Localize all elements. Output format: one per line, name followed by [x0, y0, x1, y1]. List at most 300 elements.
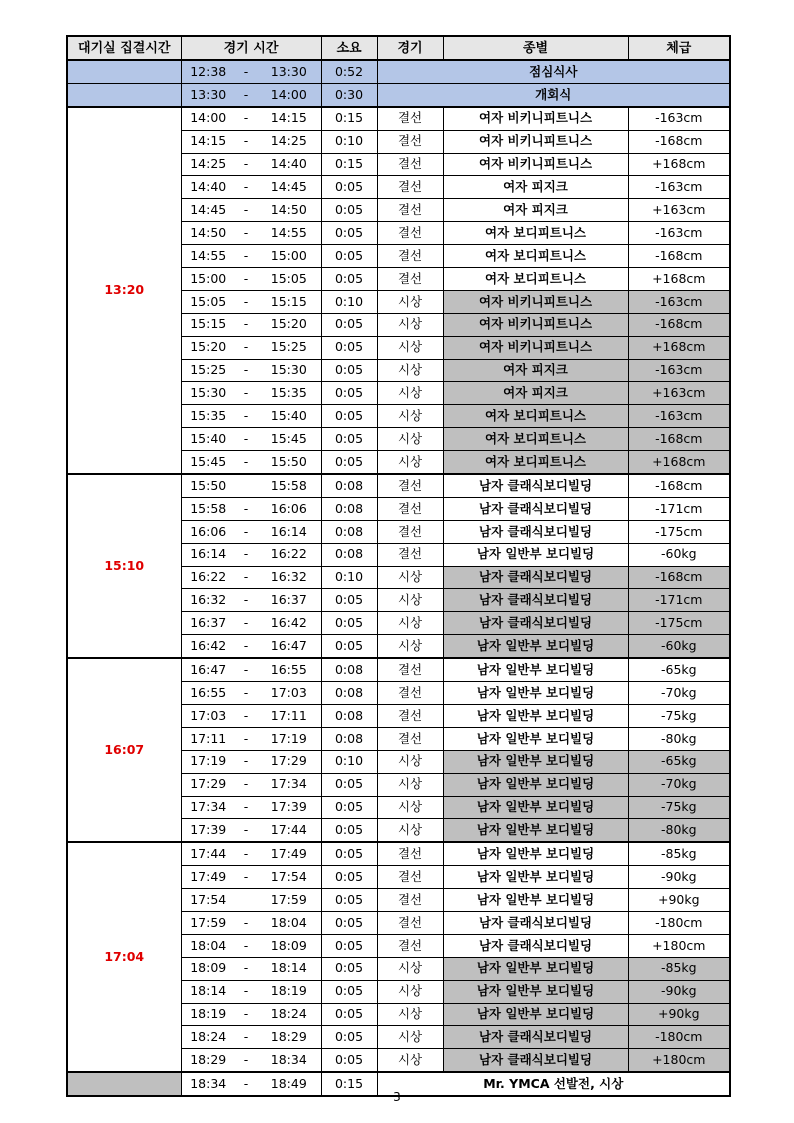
category-cell: 남자 일반부 보디빌딩 — [443, 727, 628, 750]
end-time: 14:15 — [257, 107, 321, 130]
weight-class-cell: +180cm — [628, 934, 730, 957]
start-time: 18:04 — [181, 934, 235, 957]
table-row — [67, 107, 730, 130]
weight-class-cell: -168cm — [628, 474, 730, 497]
round-cell: 결선 — [377, 889, 443, 912]
round-cell: 시상 — [377, 566, 443, 589]
start-time: 14:15 — [181, 130, 235, 153]
category-cell: 남자 일반부 보디빌딩 — [443, 704, 628, 727]
round-cell: 시상 — [377, 336, 443, 359]
end-time: 14:50 — [257, 199, 321, 222]
weight-class-cell: -65kg — [628, 750, 730, 773]
time-separator: - — [235, 451, 257, 474]
end-time: 17:19 — [257, 727, 321, 750]
round-cell: 시상 — [377, 635, 443, 658]
start-time: 16:22 — [181, 566, 235, 589]
round-cell: 시상 — [377, 359, 443, 382]
duration-cell: 0:05 — [321, 934, 377, 957]
gather-cell-empty — [67, 60, 181, 83]
time-separator: - — [235, 520, 257, 543]
end-time: 14:45 — [257, 176, 321, 199]
time-separator: - — [235, 199, 257, 222]
time-separator: - — [235, 107, 257, 130]
time-separator: - — [235, 83, 257, 106]
category-cell: 남자 일반부 보디빌딩 — [443, 750, 628, 773]
time-separator: - — [235, 635, 257, 658]
round-cell: 결선 — [377, 866, 443, 889]
duration-cell: 0:05 — [321, 382, 377, 405]
end-time: 15:15 — [257, 290, 321, 313]
end-time: 17:34 — [257, 773, 321, 796]
start-time: 15:00 — [181, 268, 235, 291]
weight-class-cell: -90kg — [628, 866, 730, 889]
category-cell: 남자 일반부 보디빌딩 — [443, 1003, 628, 1026]
round-cell: 결선 — [377, 268, 443, 291]
round-cell: 시상 — [377, 428, 443, 451]
start-time: 18:14 — [181, 980, 235, 1003]
start-time: 14:55 — [181, 245, 235, 268]
round-cell: 시상 — [377, 1049, 443, 1072]
weight-class-cell: -163cm — [628, 359, 730, 382]
category-cell: 여자 피지크 — [443, 382, 628, 405]
start-time: 17:29 — [181, 773, 235, 796]
gather-cell-empty — [67, 83, 181, 106]
end-time: 14:40 — [257, 153, 321, 176]
time-separator: - — [235, 842, 257, 865]
start-time: 15:15 — [181, 313, 235, 336]
time-separator: - — [235, 1026, 257, 1049]
weight-class-cell: -168cm — [628, 130, 730, 153]
round-cell: 시상 — [377, 382, 443, 405]
category-cell: 여자 비키니피트니스 — [443, 290, 628, 313]
round-cell: 결선 — [377, 497, 443, 520]
weight-class-cell: -85kg — [628, 842, 730, 865]
category-cell: 남자 클래식보디빌딩 — [443, 1049, 628, 1072]
time-separator: - — [235, 153, 257, 176]
weight-class-cell: -163cm — [628, 176, 730, 199]
category-cell: 남자 일반부 보디빌딩 — [443, 682, 628, 705]
header-duration: 소요 — [321, 36, 377, 60]
time-separator: - — [235, 176, 257, 199]
category-cell: 남자 클래식보디빌딩 — [443, 1026, 628, 1049]
end-time: 17:29 — [257, 750, 321, 773]
end-time: 16:55 — [257, 658, 321, 681]
duration-cell: 0:08 — [321, 727, 377, 750]
end-time: 17:39 — [257, 796, 321, 819]
duration-cell: 0:05 — [321, 451, 377, 474]
start-time: 17:59 — [181, 911, 235, 934]
special-label: 점심식사 — [377, 60, 730, 83]
end-time: 16:22 — [257, 543, 321, 566]
weight-class-cell: -85kg — [628, 957, 730, 980]
round-cell: 시상 — [377, 796, 443, 819]
end-time: 15:05 — [257, 268, 321, 291]
start-time: 14:00 — [181, 107, 235, 130]
time-separator: - — [235, 497, 257, 520]
gather-time: 16:07 — [67, 658, 181, 842]
category-cell: 여자 보디피트니스 — [443, 222, 628, 245]
category-cell: 여자 보디피트니스 — [443, 268, 628, 291]
time-separator: - — [235, 612, 257, 635]
time-separator: - — [235, 313, 257, 336]
start-time: 14:45 — [181, 199, 235, 222]
weight-class-cell: -163cm — [628, 222, 730, 245]
weight-class-cell: -175cm — [628, 612, 730, 635]
round-cell: 결선 — [377, 911, 443, 934]
start-time: 17:49 — [181, 866, 235, 889]
start-time: 15:50 — [181, 474, 235, 497]
duration-cell: 0:08 — [321, 682, 377, 705]
weight-class-cell: -171cm — [628, 589, 730, 612]
round-cell: 시상 — [377, 290, 443, 313]
duration-cell: 0:05 — [321, 268, 377, 291]
time-separator: - — [235, 336, 257, 359]
weight-class-cell: -171cm — [628, 497, 730, 520]
duration-cell: 0:05 — [321, 773, 377, 796]
category-cell: 여자 피지크 — [443, 359, 628, 382]
time-separator: - — [235, 290, 257, 313]
duration-cell: 0:05 — [321, 842, 377, 865]
time-separator: - — [235, 566, 257, 589]
table-row — [67, 842, 730, 865]
category-cell: 남자 일반부 보디빌딩 — [443, 866, 628, 889]
category-cell: 여자 피지크 — [443, 176, 628, 199]
time-separator: - — [235, 405, 257, 428]
special-row — [67, 60, 730, 83]
weight-class-cell: -75kg — [628, 796, 730, 819]
weight-class-cell: +90kg — [628, 889, 730, 912]
duration-cell: 0:05 — [321, 1026, 377, 1049]
duration-cell: 0:05 — [321, 957, 377, 980]
duration-cell: 0:08 — [321, 658, 377, 681]
end-time: 15:50 — [257, 451, 321, 474]
end-time: 17:44 — [257, 819, 321, 842]
weight-class-cell: -90kg — [628, 980, 730, 1003]
round-cell: 결선 — [377, 934, 443, 957]
category-cell: 여자 보디피트니스 — [443, 245, 628, 268]
weight-class-cell: -70kg — [628, 682, 730, 705]
round-cell: 결선 — [377, 474, 443, 497]
header-category: 종별 — [443, 36, 628, 60]
end-time: 15:20 — [257, 313, 321, 336]
duration-cell: 0:10 — [321, 130, 377, 153]
category-cell: 남자 일반부 보디빌딩 — [443, 635, 628, 658]
category-cell: 여자 비키니피트니스 — [443, 153, 628, 176]
start-time: 15:45 — [181, 451, 235, 474]
round-cell: 결선 — [377, 222, 443, 245]
start-time: 17:03 — [181, 704, 235, 727]
end-time: 17:03 — [257, 682, 321, 705]
start-time: 14:50 — [181, 222, 235, 245]
time-separator: - — [235, 750, 257, 773]
duration-cell: 0:30 — [321, 83, 377, 106]
duration-cell: 0:05 — [321, 612, 377, 635]
round-cell: 결선 — [377, 520, 443, 543]
header-weight-class: 체급 — [628, 36, 730, 60]
start-time: 15:05 — [181, 290, 235, 313]
time-separator: - — [235, 819, 257, 842]
end-time: 18:24 — [257, 1003, 321, 1026]
time-separator: - — [235, 957, 257, 980]
round-cell: 결선 — [377, 543, 443, 566]
weight-class-cell: -163cm — [628, 405, 730, 428]
start-time: 17:44 — [181, 842, 235, 865]
end-time: 17:59 — [257, 889, 321, 912]
gather-time: 13:20 — [67, 107, 181, 474]
end-time: 16:37 — [257, 589, 321, 612]
category-cell: 남자 클래식보디빌딩 — [443, 566, 628, 589]
start-time: 16:14 — [181, 543, 235, 566]
time-separator: - — [235, 428, 257, 451]
time-separator: - — [235, 658, 257, 681]
category-cell: 여자 피지크 — [443, 199, 628, 222]
category-cell: 남자 일반부 보디빌딩 — [443, 957, 628, 980]
duration-cell: 0:05 — [321, 796, 377, 819]
category-cell: 남자 클래식보디빌딩 — [443, 911, 628, 934]
end-time: 15:30 — [257, 359, 321, 382]
duration-cell: 0:05 — [321, 245, 377, 268]
end-time: 16:14 — [257, 520, 321, 543]
end-time: 16:06 — [257, 497, 321, 520]
end-time: 17:11 — [257, 704, 321, 727]
time-separator: - — [235, 1049, 257, 1072]
start-time: 15:40 — [181, 428, 235, 451]
time-separator: - — [235, 359, 257, 382]
duration-cell: 0:10 — [321, 750, 377, 773]
round-cell: 결선 — [377, 176, 443, 199]
header-round: 경기 — [377, 36, 443, 60]
duration-cell: 0:05 — [321, 1003, 377, 1026]
page-number: 3 — [393, 1090, 401, 1104]
weight-class-cell: +168cm — [628, 336, 730, 359]
category-cell: 남자 클래식보디빌딩 — [443, 589, 628, 612]
time-separator: - — [235, 727, 257, 750]
duration-cell: 0:08 — [321, 704, 377, 727]
duration-cell: 0:05 — [321, 866, 377, 889]
round-cell: 시상 — [377, 773, 443, 796]
schedule-body — [67, 60, 730, 1096]
end-time: 15:00 — [257, 245, 321, 268]
end-time: 15:35 — [257, 382, 321, 405]
category-cell: 여자 비키니피트니스 — [443, 313, 628, 336]
end-time: 17:54 — [257, 866, 321, 889]
round-cell: 시상 — [377, 1026, 443, 1049]
duration-cell: 0:08 — [321, 520, 377, 543]
round-cell: 시상 — [377, 980, 443, 1003]
start-time: 18:09 — [181, 957, 235, 980]
start-time: 17:39 — [181, 819, 235, 842]
end-time: 18:49 — [257, 1072, 321, 1096]
time-separator: - — [235, 268, 257, 291]
weight-class-cell: -65kg — [628, 658, 730, 681]
end-time: 18:19 — [257, 980, 321, 1003]
weight-class-cell: -168cm — [628, 245, 730, 268]
start-time: 15:35 — [181, 405, 235, 428]
end-time: 18:29 — [257, 1026, 321, 1049]
end-time: 14:00 — [257, 83, 321, 106]
end-time: 18:04 — [257, 911, 321, 934]
round-cell: 시상 — [377, 1003, 443, 1026]
start-time: 17:19 — [181, 750, 235, 773]
duration-cell: 0:05 — [321, 428, 377, 451]
round-cell: 시상 — [377, 313, 443, 336]
duration-cell: 0:05 — [321, 313, 377, 336]
start-time: 16:55 — [181, 682, 235, 705]
weight-class-cell: +163cm — [628, 199, 730, 222]
start-time: 18:34 — [181, 1072, 235, 1096]
round-cell: 결선 — [377, 153, 443, 176]
schedule-table — [66, 35, 731, 1097]
header-row — [67, 36, 730, 60]
time-separator: - — [235, 130, 257, 153]
time-separator: - — [235, 682, 257, 705]
round-cell: 결선 — [377, 704, 443, 727]
time-separator: - — [235, 911, 257, 934]
category-cell: 남자 클래식보디빌딩 — [443, 497, 628, 520]
duration-cell: 0:05 — [321, 889, 377, 912]
round-cell: 결선 — [377, 107, 443, 130]
time-separator — [235, 474, 257, 497]
weight-class-cell: +163cm — [628, 382, 730, 405]
start-time: 16:37 — [181, 612, 235, 635]
weight-class-cell: -180cm — [628, 1026, 730, 1049]
start-time: 15:20 — [181, 336, 235, 359]
weight-class-cell: +168cm — [628, 153, 730, 176]
end-time: 15:45 — [257, 428, 321, 451]
round-cell: 결선 — [377, 727, 443, 750]
weight-class-cell: -163cm — [628, 290, 730, 313]
special-label: 개회식 — [377, 83, 730, 106]
start-time: 17:54 — [181, 889, 235, 912]
category-cell: 남자 일반부 보디빌딩 — [443, 773, 628, 796]
end-time: 13:30 — [257, 60, 321, 83]
duration-cell: 0:08 — [321, 474, 377, 497]
category-cell: 남자 일반부 보디빌딩 — [443, 842, 628, 865]
category-cell: 여자 보디피트니스 — [443, 428, 628, 451]
time-separator: - — [235, 866, 257, 889]
round-cell: 시상 — [377, 451, 443, 474]
category-cell: 남자 일반부 보디빌딩 — [443, 819, 628, 842]
table-row — [67, 658, 730, 681]
time-separator: - — [235, 589, 257, 612]
category-cell: 여자 보디피트니스 — [443, 451, 628, 474]
category-cell: 남자 클래식보디빌딩 — [443, 934, 628, 957]
start-time: 12:38 — [181, 60, 235, 83]
time-separator: - — [235, 60, 257, 83]
round-cell: 시상 — [377, 750, 443, 773]
weight-class-cell: -175cm — [628, 520, 730, 543]
end-time: 14:25 — [257, 130, 321, 153]
special-row — [67, 83, 730, 106]
start-time: 17:11 — [181, 727, 235, 750]
duration-cell: 0:05 — [321, 199, 377, 222]
start-time: 16:32 — [181, 589, 235, 612]
category-cell: 남자 클래식보디빌딩 — [443, 612, 628, 635]
category-cell: 남자 일반부 보디빌딩 — [443, 889, 628, 912]
end-time: 15:58 — [257, 474, 321, 497]
time-separator: - — [235, 245, 257, 268]
duration-cell: 0:15 — [321, 107, 377, 130]
time-separator: - — [235, 934, 257, 957]
round-cell: 결선 — [377, 130, 443, 153]
start-time: 13:30 — [181, 83, 235, 106]
duration-cell: 0:05 — [321, 819, 377, 842]
round-cell: 결선 — [377, 199, 443, 222]
end-time: 15:25 — [257, 336, 321, 359]
time-separator — [235, 889, 257, 912]
duration-cell: 0:05 — [321, 635, 377, 658]
weight-class-cell: +180cm — [628, 1049, 730, 1072]
round-cell: 시상 — [377, 957, 443, 980]
duration-cell: 0:52 — [321, 60, 377, 83]
gather-time: 15:10 — [67, 474, 181, 658]
start-time: 16:06 — [181, 520, 235, 543]
duration-cell: 0:05 — [321, 222, 377, 245]
time-separator: - — [235, 1072, 257, 1096]
round-cell: 결선 — [377, 682, 443, 705]
weight-class-cell: -80kg — [628, 727, 730, 750]
gather-time: 17:04 — [67, 842, 181, 1072]
weight-class-cell: -180cm — [628, 911, 730, 934]
start-time: 18:24 — [181, 1026, 235, 1049]
end-time: 17:49 — [257, 842, 321, 865]
weight-class-cell: -60kg — [628, 543, 730, 566]
final-label: Mr. YMCA 선발전, 시상 — [377, 1072, 730, 1096]
category-cell: 여자 비키니피트니스 — [443, 336, 628, 359]
duration-cell: 0:05 — [321, 589, 377, 612]
category-cell: 남자 일반부 보디빌딩 — [443, 658, 628, 681]
start-time: 16:42 — [181, 635, 235, 658]
duration-cell: 0:05 — [321, 405, 377, 428]
start-time: 17:34 — [181, 796, 235, 819]
start-time: 14:25 — [181, 153, 235, 176]
round-cell: 시상 — [377, 612, 443, 635]
duration-cell: 0:08 — [321, 497, 377, 520]
weight-class-cell: +168cm — [628, 268, 730, 291]
duration-cell: 0:10 — [321, 290, 377, 313]
end-time: 16:32 — [257, 566, 321, 589]
duration-cell: 0:10 — [321, 566, 377, 589]
time-separator: - — [235, 796, 257, 819]
header-match-time: 경기 시간 — [181, 36, 321, 60]
end-time: 16:47 — [257, 635, 321, 658]
weight-class-cell: -168cm — [628, 313, 730, 336]
time-separator: - — [235, 222, 257, 245]
duration-cell: 0:05 — [321, 176, 377, 199]
weight-class-cell: -75kg — [628, 704, 730, 727]
header-gather-time: 대기실 집결시간 — [67, 36, 181, 60]
end-time: 16:42 — [257, 612, 321, 635]
end-time: 18:09 — [257, 934, 321, 957]
duration-cell: 0:05 — [321, 911, 377, 934]
time-separator: - — [235, 543, 257, 566]
category-cell: 남자 일반부 보디빌딩 — [443, 980, 628, 1003]
weight-class-cell: -60kg — [628, 635, 730, 658]
weight-class-cell: -168cm — [628, 566, 730, 589]
category-cell: 여자 보디피트니스 — [443, 405, 628, 428]
time-separator: - — [235, 382, 257, 405]
time-separator: - — [235, 1003, 257, 1026]
weight-class-cell: -70kg — [628, 773, 730, 796]
start-time: 14:40 — [181, 176, 235, 199]
time-separator: - — [235, 980, 257, 1003]
duration-cell: 0:05 — [321, 980, 377, 1003]
category-cell: 여자 비키니피트니스 — [443, 107, 628, 130]
round-cell: 결선 — [377, 245, 443, 268]
round-cell: 결선 — [377, 658, 443, 681]
start-time: 15:30 — [181, 382, 235, 405]
weight-class-cell: +168cm — [628, 451, 730, 474]
